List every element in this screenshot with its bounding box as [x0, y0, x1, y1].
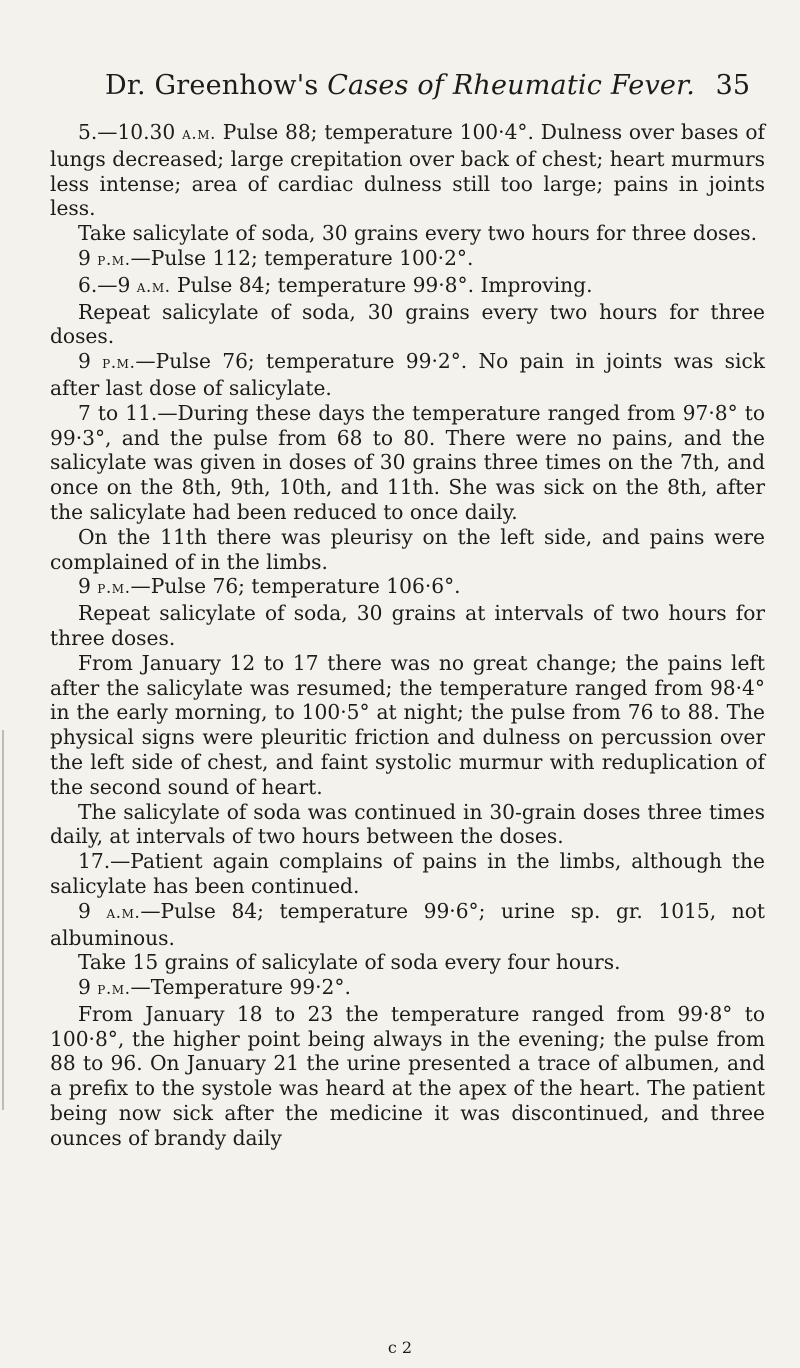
paragraph-text: —Temperature 99·2°. [130, 975, 351, 1000]
paragraph [50, 975, 765, 1002]
paragraph [50, 221, 765, 246]
time-of-day: p.m. [97, 249, 131, 270]
paragraph [50, 651, 765, 800]
paragraph [50, 899, 765, 951]
running-title-author: Dr. Greenhow's [104, 70, 328, 101]
paragraph [50, 401, 765, 525]
paragraph [50, 601, 765, 651]
paragraph [50, 525, 765, 575]
paragraph-lead: 9 [78, 898, 107, 923]
paragraph [50, 950, 765, 975]
margin-shadow [2, 730, 4, 1110]
paragraph-text: 7 to 11.—During these days the temperature ranged from 97·8° to 99·3°, and the pulse from 68 to 80. There were no pains, and the salicylate was given in doses of 30 grains three times on the 7th, and once on the 8th, 9th, 10th, and 11th. She was sick on the 8th, after the salicylate had been reduced to once daily. [50, 400, 765, 524]
paragraph-text: —Pulse 112; temperature 100·2°. [130, 245, 474, 270]
page-number: 35 [715, 70, 750, 101]
time-of-day: p.m. [97, 578, 131, 599]
paragraph-lead: 9 [78, 975, 98, 1000]
running-head [40, 70, 760, 104]
time-of-day: a.m. [106, 902, 141, 923]
paragraph [50, 349, 765, 401]
paragraph-text: —Pulse 76; temperature 99·2°. No pain in joints was sick after last dose of salicylate. [50, 349, 765, 400]
time-of-day: p.m. [102, 353, 136, 374]
time-of-day: a.m. [136, 276, 171, 297]
paragraph-lead: 9 [78, 574, 98, 599]
paragraph-lead: 9 [78, 245, 98, 270]
signature-mark: c 2 [387, 1338, 413, 1357]
time-of-day: a.m. [182, 124, 216, 144]
time-of-day: p.m. [97, 979, 131, 1000]
paragraph [50, 300, 765, 350]
paragraph-text: Pulse 84; temperature 99·8°. Improving. [170, 272, 593, 297]
paragraph-text: Pulse 88; temperature 100·4°. Dulness over bases of lungs decreased; large crepitation over back of chest; heart murmurs less intense; area of cardiac dulness still too large; pains in joints less. [50, 120, 765, 221]
paragraph-text: From January 18 to 23 the temperature ranged from 99·8° to 100·8°, the higher point being always in the evening; the pulse from 88 to 96. On January 21 the urine presented a trace of albumen, and a prefix to the systole was heard at the apex of the heart. The patient being now sick after the medicine it was discontinued, and three ounces of brandy daily [50, 1001, 765, 1150]
paragraph [50, 273, 765, 300]
paragraph-lead: 9 [78, 349, 103, 374]
paragraph [50, 849, 765, 899]
paragraph-text: The salicylate of soda was continued in 30-grain doses three times daily, at intervals of two hours between the doses. [50, 799, 765, 849]
paragraph-text: Take 15 grains of salicylate of soda every four hours. [78, 950, 621, 975]
paragraph [50, 800, 765, 850]
paragraph-text: Take salicylate of soda, 30 grains every two hours for three doses. [78, 221, 758, 246]
paragraph-lead: 5.—10.30 [78, 120, 183, 144]
paragraph-text: —Pulse 84; temperature 99·6°; urine sp. gr. 1015, not albuminous. [50, 898, 766, 950]
paragraph [50, 246, 765, 273]
paragraph-text: Repeat salicylate of soda, 30 grains every two hours for three doses. [50, 299, 765, 349]
paragraph-lead: 6.—9 [78, 272, 137, 297]
paragraph [50, 574, 765, 601]
paragraph-text: From January 12 to 17 there was no great change; the pains left after the salicylate was resumed; the temperature ranged from 98·4° in the early morning, to 100·5° at night; the pulse from 76 to 88. The physical signs were pleuritic friction and dulness on percussion over the left side of chest, and faint systolic murmur with reduplication of the second sound of heart. [50, 650, 765, 799]
paragraph-text: —Pulse 76; temperature 106·6°. [130, 574, 461, 599]
paragraph [50, 120, 765, 221]
paragraph-text: On the 11th there was pleurisy on the left side, and pains were complained of in the limbs. [50, 524, 765, 574]
running-title-italic: Cases of Rheumatic Fever. [327, 70, 696, 101]
paragraph [50, 1002, 765, 1151]
body-text [50, 120, 765, 1151]
paragraph-text: 17.—Patient again complains of pains in the limbs, although the salicylate has been continued. [50, 849, 765, 898]
running-title [40, 70, 760, 101]
paragraph-text: Repeat salicylate of soda, 30 grains at intervals of two hours for three doses. [50, 601, 765, 650]
